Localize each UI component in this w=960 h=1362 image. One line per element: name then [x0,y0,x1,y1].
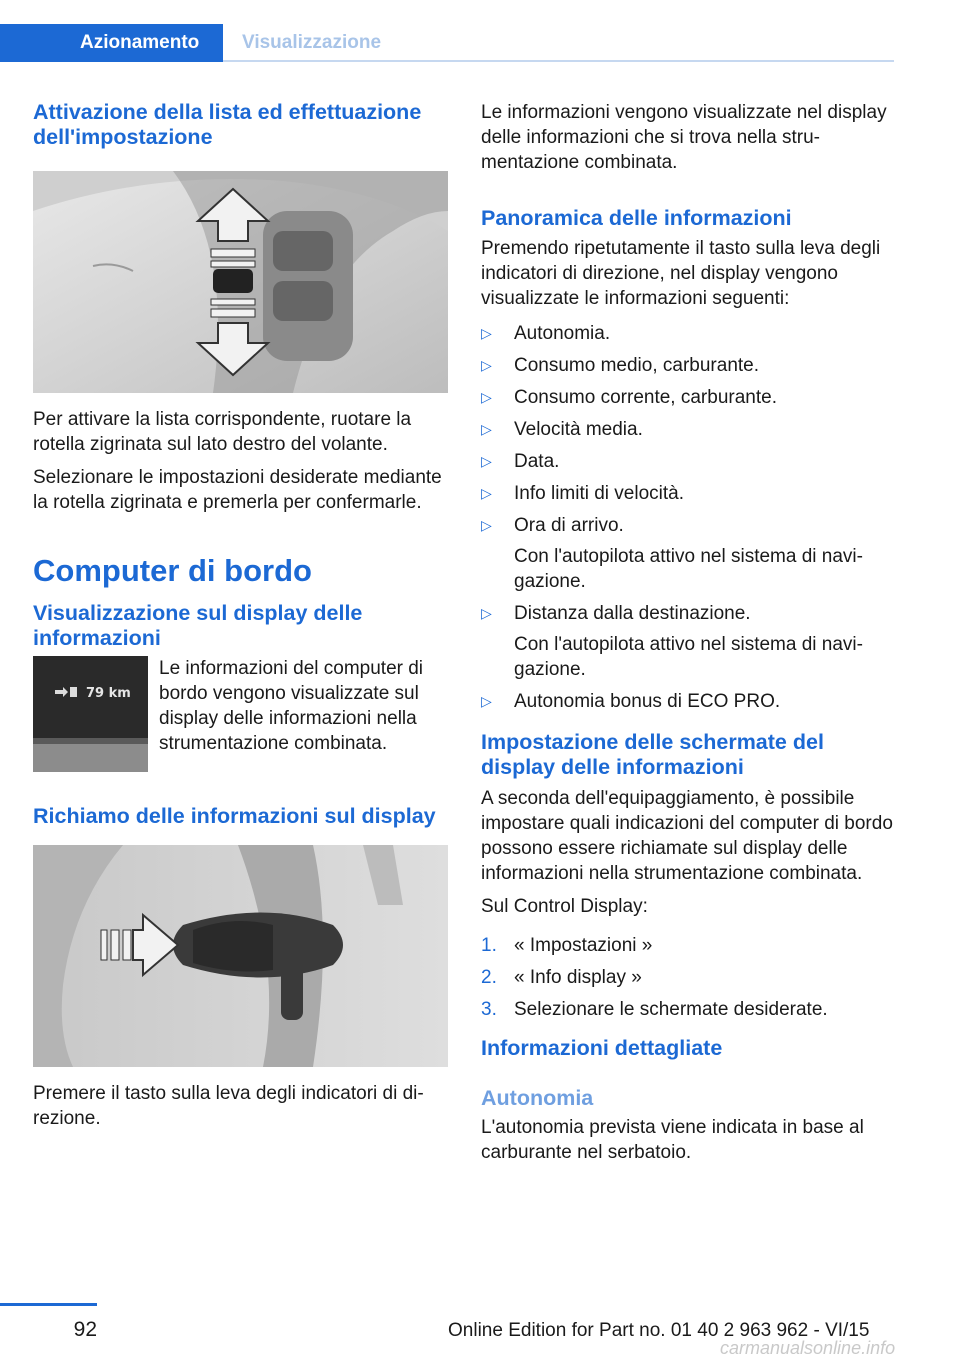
steps-list [481,933,894,1022]
step-number: 1. [481,935,497,956]
watermark: carmanualsonline.info [720,1338,896,1358]
paragraph-autonomia: L'autonomia prevista viene indicata in base al carburante nel serbatoio. [481,1117,864,1163]
display-info-block [33,656,448,774]
heading-list-activation: Attivazione della lista ed effettuazione dell'impostazione [33,100,422,149]
steering-wheel-illustration [33,171,448,393]
info-bullet-list [481,321,894,714]
paragraph-intro: Le informazioni vengono visualizzate nel display delle informazioni che si trova nella strumentazione combinata. [481,102,887,173]
paragraph-activate-list: Per attivare la lista corrispondente, ruotare la rotella zigrinata sul lato destro del volante. [33,409,412,455]
paragraph-control-display: Sul Control Display: [481,896,648,917]
list-item: ▷ Autonomia bonus di ECO PRO. [481,691,781,712]
triangle-icon: ▷ [481,389,492,405]
step-number: 3. [481,999,497,1020]
list-item: ▷ Info limiti di velocità. [481,483,685,504]
list-item: ▷ Consumo corrente, carburante. [481,387,777,408]
list-item: ▷ Distanza dalla destinazione. Con l'autopilota attivo nel sistema di navigazione. [481,601,894,682]
list-item: ▷ Autonomia. [481,323,611,344]
step-number: 2. [481,967,497,988]
edition-footer: Online Edition for Part no. 01 40 2 963 962 - VI/15 [448,1320,870,1341]
tab-underline [223,60,894,62]
triangle-icon: ▷ [481,357,492,373]
triangle-icon: ▷ [481,605,492,621]
indicator-lever-image [33,845,448,1067]
chapter-tabbar [0,0,894,62]
list-item: ▷ Velocità media. [481,419,643,440]
paragraph-press-lever: Premere il tasto sulla leva degli indicatori di direzione. [33,1083,424,1129]
paragraph-display-info: Le informazioni del computer di bordo vengono visualizzate sul display delle informazioni nella strumentazione combinata. [159,658,424,754]
paragraph-overview: Premendo ripetutamente il tasto sulla leva degli indicatori di direzione, nel display vengono visualizzate le informazioni seguenti: [481,238,881,309]
list-item: 3. Selezionare le schermate desiderate. [481,999,828,1020]
triangle-icon: ▷ [481,421,492,437]
list-item: 1. « Impostazioni » [481,935,653,956]
steering-wheel-image [33,171,448,393]
list-item: ▷ Data. [481,451,560,472]
heading-details: Informazioni dettagliate [481,1036,723,1060]
heading-display-settings: Impostazione delle schermate del display delle informazioni [481,730,824,779]
info-display-screen [33,656,148,772]
bullet-subnote: Con l'autopilota attivo nel sistema di navigazione. [514,546,863,592]
paragraph-display-settings: A seconda dell'equipaggiamento, è possibile impostare quali indicazioni del computer di bordo possono essere richiamate sul display delle informazioni nella strumentazione combinata. [481,788,893,884]
right-column [481,100,894,1165]
tab-visualizzazione[interactable]: Visualizzazione [223,24,894,62]
tab-azionamento[interactable]: Azionamento [0,24,223,62]
triangle-icon: ▷ [481,517,492,533]
heading-computer-di-bordo: Computer di bordo [33,553,312,588]
triangle-icon: ▷ [481,693,492,709]
list-item: 2. « Info display » [481,967,642,988]
page-number: 92 [73,1318,97,1341]
triangle-icon: ▷ [481,453,492,469]
heading-display-visualization: Visualizzazione sul display delle informazioni [33,601,363,650]
left-column [33,100,448,1131]
bullet-subnote: Con l'autopilota attivo nel sistema di navigazione. [514,634,863,680]
heading-autonomia: Autonomia [481,1086,594,1110]
heading-recall-display: Richiamo delle informazioni sul display [33,804,436,828]
indicator-lever-illustration [33,845,448,1067]
list-item: ▷ Ora di arrivo. Con l'autopilota attivo nel sistema di navigazione. [481,513,894,594]
triangle-icon: ▷ [481,485,492,501]
paragraph-select-settings: Selezionare le impostazioni desiderate mediante la rotella zigrinata e premerla per confermarle. [33,467,442,513]
page-number-bar [0,1303,97,1306]
triangle-icon: ▷ [481,325,492,341]
list-item: ▷ Consumo medio, carburante. [481,355,760,376]
info-display-image [33,656,148,772]
heading-info-overview: Panoramica delle informazioni [481,206,792,230]
display-reading: 79 km [86,686,131,701]
